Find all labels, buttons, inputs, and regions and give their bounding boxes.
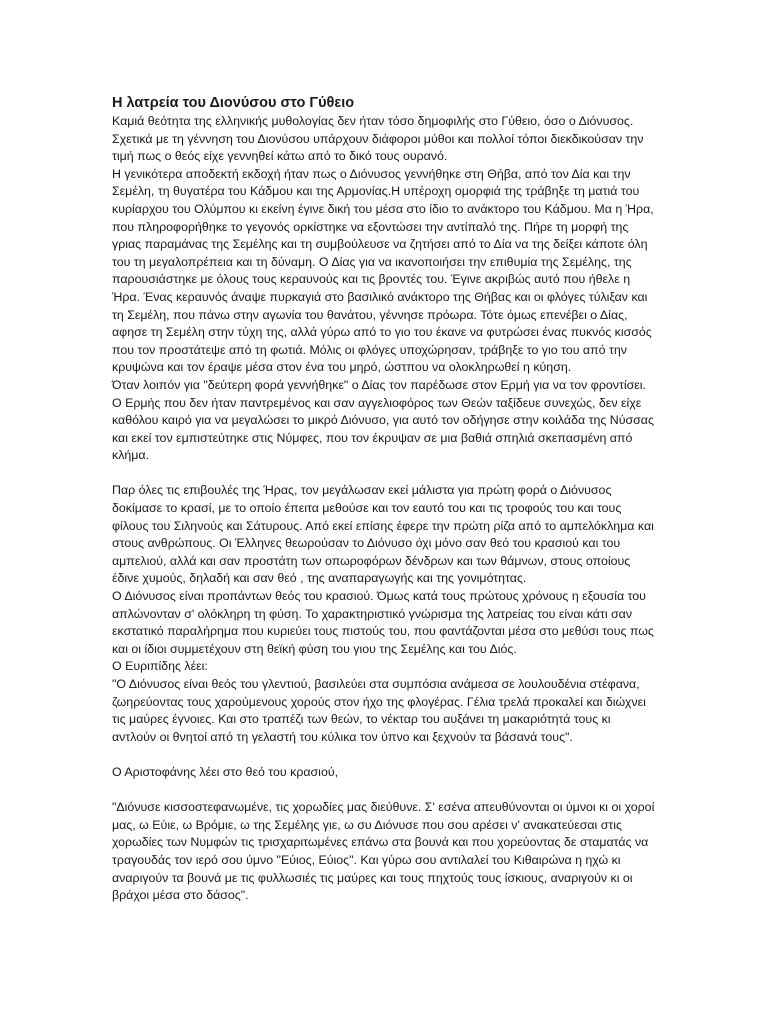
paragraph-euripides-intro: Ο Ευριπίδης λέει: (112, 659, 208, 674)
document-title: Η λατρεία του Διονύσου στο Γύθειο (112, 95, 355, 111)
paragraph-god-of-wine: Ο Διόνυσος είναι προπάντων θεός του κρασιού. Όμως κατά τους πρώτους χρόνους η εξουσία του απλώνονταν σ' ολόκληρη τη φύση. Το χαρακτηριστικό γνώρισμα της λατρείας του είναι κάτι σαν εκστατικό παραλήρημα που κυριεύει τους πιστούς του, που φαντάζονται μέσα στο μεθύσι τους πως και οι ίδιοι συμμετέχουν στη θεϊκή φύση του γιου της Σεμέλης και του Διός. (112, 589, 654, 656)
paragraph-intro: Καμιά θεότητα της ελληνικής μυθολογίας δεν ήταν τόσο δημοφιλής στο Γύθειο, όσο ο Διόνυσος. Σχετικά με τη γέννηση του Διονύσου υπάρχουν διάφοροι μύθοι και πολλοί τόποι διεκδικούσαν την τιμή πως ο θεός είχε γεννηθεί κάτω από το δικό τους ουρανό. (112, 114, 644, 164)
paragraph-spacer (112, 746, 657, 764)
quote-aristophanes: "Διόνυσε κισσοστεφανωμένε, τις χορωδίες μας διεύθυνε. Σ' εσένα απευθύνονται οι ύμνοι κι οι χοροί μας, ω Εύιε, ω Βρόμιε, ω της Σεμέλης γιε, ω συ Διόνυσε που σου αρέσει ν' ανακατεύεσαι στις χορωδίες των Νυμφών τις τρισχαριτωμένες επάνω στα βουνά και που χορεύοντας δε σταματάς να τραγουδάς τον ιερό σου ύμνο "Εύιος, Εύιος". Και γύρω σου αντιλαλεί του Κιθαιρώνα η ηχώ κι αναριγούν τα βουνά με τις φυλλωσιές τις μαύρες και τους πηχτούς τους ίσκιους, αναριγούν κι οι βράχοι μέσα στο δάσος". (112, 800, 655, 903)
paragraph-spacer (112, 782, 657, 800)
document-page (112, 94, 657, 905)
paragraph-aristophanes-intro: Ο Αριστοφάνης λέει στο θεό του κρασιού, (112, 764, 339, 779)
paragraph-wine: Παρ όλες τις επιβουλές της Ήρας, τον μεγάλωσαν εκεί μάλιστα για πρώτη φορά ο Διόνυσος δοκίμασε το κρασί, με το οποίο έπειτα μεθούσε και τον εαυτό του και τις τροφούς του και τους φίλους του Σιληνούς και Σάτυρους. Από εκεί επίσης έφερε την πρώτη ρίζα από το αμπελόκλημα και στους ανθρώπους. Οι Έλληνες θεωρούσαν το Διόνυσο όχι μόνο σαν θεό του κρασιού και του αμπελιού, αλλά και σαν προστάτη των οπωροφόρων δένδρων και των θάμνων, στους οποίους έδινε χυμούς, δηλαδή και σαν θεό , της αναπαραγωγής και της γονιμότητας. (112, 483, 654, 586)
paragraph-hermes: Όταν λοιπόν για "δεύτερη φορά γεννήθηκε" ο Δίας τον παρέδωσε στον Ερμή για να τον φροντίσει. Ο Ερμής που δεν ήταν παντρεμένος και σαν αγγελιοφόρος των Θεών ταξίδευε συνεχώς, δεν είχε καθόλου καιρό για να μεγαλώσει το μικρό Διόνυσο, για αυτό τον οδήγησε στην κοιλάδα της Νύσσας και εκεί τον εμπιστεύτηκε στις Νύμφες, που τον έκρυψαν σε μια βαθιά σπηλιά σκεπασμένη από κλήμα. (112, 377, 654, 463)
paragraph-spacer (112, 465, 657, 483)
quote-euripides: "Ο Διόνυσος είναι θεός του γλεντιού, βασιλεύει στα συμπόσια ανάμεσα σε λουλουδένια στέφανα, ζωηρεύοντας τους χαρούμενους χορούς στον ήχο της φλογέρας. Γέλια τρελά προκαλεί και διώχνει τις μαύρες έγνοιες. Και στο τραπέζι των θεών, το νέκταρ του αυξάνει τη μακαριότητά τους κι αντλούν οι θνητοί από τη γελαστή του κύλικα τον ύπνο και ξεχνούν τα βάσανά τους". (112, 677, 646, 744)
paragraph-birth: Η γενικότερα αποδεκτή εκδοχή ήταν πως ο Διόνυσος γεννήθηκε στη Θήβα, από τον Δία και την Σεμέλη, τη θυγατέρα του Κάδμου και της Αρμονίας.Η υπέροχη ομορφιά της τράβηξε τη ματιά του κυρίαρχου του Ολύμπου κι εκείνη έγινε δική του μέσα στο ίδιο το ανάκτορο του Κάδμου. Μα η Ήρα, που πληροφορήθηκε το γεγονός ορκίστηκε να εξοντώσει την αντίπαλό της. Πήρε τη μορφή της γριας παραμάνας της Σεμέλης και τη συμβούλευσε να ζητήσει από το Δία να της δείξει κάποτε όλη του τη μεγαλοπρέπεια και τη δύναμη. Ο Δίας για να ικανοποιήσει την επιθυμία της Σεμέλης, της παρουσιάστηκε με όλους τους κεραυνούς και τις βροντές του. Έγινε ακριβώς αυτό που ήθελε η Ήρα. Ένας κεραυνός άναψε πυρκαγιά στο βασιλικό ανάκτορο της Θήβας και οι φλόγες τύλιξαν και τη Σεμέλη, που πάνω στην αγωνία του θανάτου, γέννησε πρόωρα. Τότε όμως επενέβει ο Δίας, αφησε τη Σεμέλη στην τύχη της, αλλά γύρω από το γιο του έκανε να φυτρώσει ένας πυκνός κισσός που τον προστάτεψε από τη φωτιά. Μόλις οι φλόγες υποχώρησαν, τράβηξε το γιο του από την κρυψώνα και τον έραψε μέσα στον ένα του μηρό, ώστπου να ολοκληρωθεί η κύηση. (112, 166, 654, 375)
